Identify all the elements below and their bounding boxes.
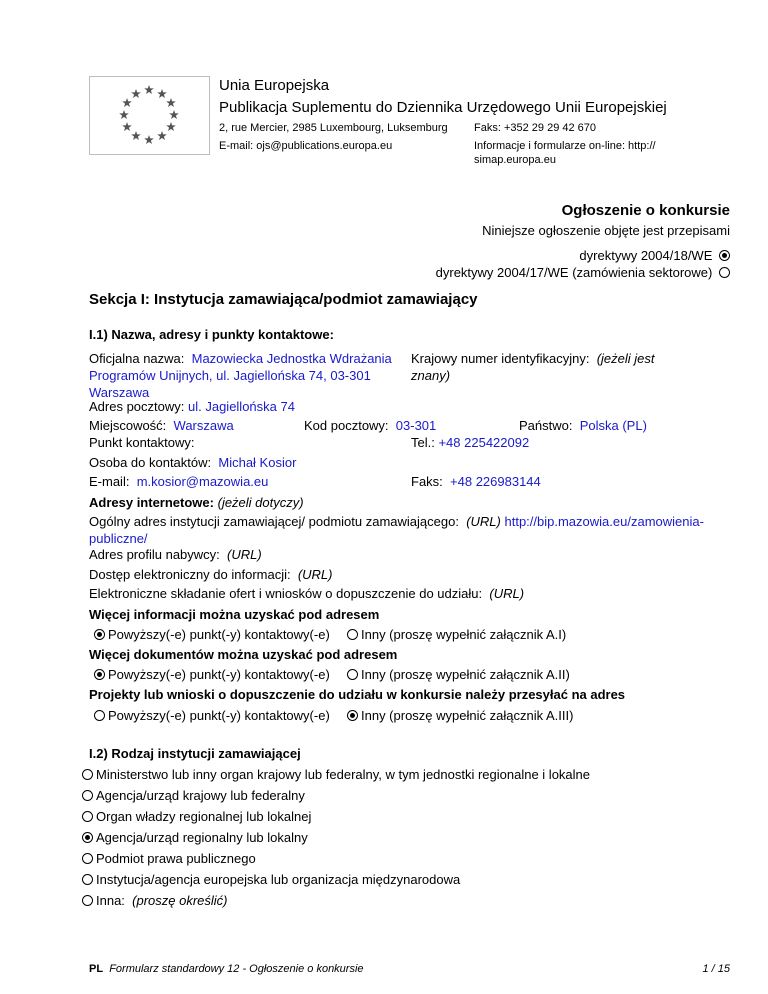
header-online: Informacje i formularze on-line: http:// simap.europa.eu — [474, 140, 656, 166]
authority-type-list — [82, 766, 590, 913]
authority-type-option[interactable]: Ministerstwo lub inny organ krajowy lub federalny, w tym jednostki regionalne i lokalne — [82, 766, 590, 787]
directive-option-1[interactable]: dyrektywy 2004/18/WE — [579, 247, 730, 264]
directive-1-radio[interactable] — [719, 250, 730, 261]
header-address: 2, rue Mercier, 2985 Luxembourg, Luksemburg — [219, 122, 448, 134]
authority-type-option[interactable]: Instytucja/agencja europejska lub organizacja międzynarodowa — [82, 871, 590, 892]
radio-icon[interactable] — [82, 790, 93, 801]
radio-icon[interactable] — [347, 669, 358, 680]
header-email: E-mail: ojs@publications.europa.eu — [219, 140, 393, 152]
national-id: Krajowy numer identyfikacyjny: (jeżeli jest znany) — [411, 351, 655, 383]
authority-type-option[interactable]: Organ władzy regionalnej lub lokalnej — [82, 808, 590, 829]
authority-type-option[interactable]: Podmiot prawa publicznego — [82, 850, 590, 871]
authority-type-option[interactable]: Agencja/urząd krajowy lub federalny — [82, 787, 590, 808]
radio-icon[interactable] — [94, 669, 105, 680]
country: Państwo: Polska (PL) — [519, 418, 647, 433]
email: E-mail: m.kosior@mazowia.eu — [89, 474, 269, 489]
city: Miejscowość: Warszawa — [89, 418, 234, 433]
section-1-1-title: I.1) Nazwa, adresy i punkty kontaktowe: — [89, 327, 334, 342]
radio-icon[interactable] — [82, 832, 93, 843]
notice-title: Ogłoszenie o konkursie — [561, 202, 730, 219]
section-title: Sekcja I: Instytucja zamawiająca/podmiot zamawiający — [89, 291, 478, 308]
more-docs-title: Więcej dokumentów można uzyskać pod adresem — [89, 647, 398, 662]
contact-point: Punkt kontaktowy: — [89, 435, 195, 450]
footer-page: 1 / 15 — [702, 963, 730, 975]
section-1-2-title: I.2) Rodzaj instytucji zamawiającej — [89, 746, 301, 761]
submit-title: Projekty lub wnioski o dopuszczenie do udziału w konkursie należy przesyłać na adres — [89, 687, 626, 702]
radio-icon[interactable] — [347, 629, 358, 640]
radio-icon[interactable] — [82, 769, 93, 780]
buyer-profile: Adres profilu nabywcy: (URL) — [89, 547, 262, 562]
submit-above-option[interactable]: Powyższy(-e) punkt(-y) kontaktowy(-e) — [94, 707, 330, 724]
radio-icon[interactable] — [94, 710, 105, 721]
general-address: Ogólny adres instytucji zamawiającej/ podmiotu zamawiającego: (URL) http://bip.mazowia.eu/zamowienia- publiczne/ — [89, 514, 704, 546]
more-info-above-option[interactable]: Powyższy(-e) punkt(-y) kontaktowy(-e) — [94, 626, 330, 643]
official-name: Oficjalna nazwa: Mazowiecka Jednostka Wdrażania Programów Unijnych, ul. Jagiellońska 74, 03-301 Warszawa — [89, 351, 392, 400]
radio-icon[interactable] — [82, 874, 93, 885]
electronic-access: Dostęp elektroniczny do informacji: (URL) — [89, 567, 333, 582]
header-org: Unia Europejska — [219, 77, 330, 94]
electronic-submission: Elektroniczne składanie ofert i wniosków o dopuszczenie do udziału: (URL) — [89, 586, 525, 601]
radio-icon[interactable] — [82, 811, 93, 822]
more-info-other-option[interactable]: Inny (proszę wypełnić załącznik A.I) — [347, 626, 566, 643]
directive-option-2[interactable]: dyrektywy 2004/17/WE (zamówienia sektorowe) — [436, 264, 730, 281]
internet-addresses-title: Adresy internetowe: (jeżeli dotyczy) — [89, 495, 304, 510]
general-address-link[interactable]: http://bip.mazowia.eu/zamowienia- — [504, 514, 704, 529]
telephone: Tel.: +48 225422092 — [411, 435, 530, 450]
notice-subtitle: Niniejsze ogłoszenie objęte jest przepisami — [482, 223, 730, 238]
submit-other-option[interactable]: Inny (proszę wypełnić załącznik A.III) — [347, 707, 573, 724]
contact-person: Osoba do kontaktów: Michał Kosior — [89, 455, 297, 470]
radio-icon[interactable] — [94, 629, 105, 640]
postal-address: Adres pocztowy: ul. Jagiellońska 74 — [89, 399, 295, 414]
directive-2-radio[interactable] — [719, 267, 730, 278]
authority-type-option[interactable]: Inna: (proszę określić) — [82, 892, 590, 913]
more-docs-above-option[interactable]: Powyższy(-e) punkt(-y) kontaktowy(-e) — [94, 666, 330, 683]
footer-form: PL Formularz standardowy 12 - Ogłoszenie o konkursie — [89, 963, 364, 975]
header-publication: Publikacja Suplementu do Dziennika Urzędowego Unii Europejskiej — [219, 99, 667, 116]
eu-stars-icon — [90, 77, 209, 154]
eu-flag-logo — [89, 76, 210, 155]
more-info-title: Więcej informacji można uzyskać pod adresem — [89, 607, 380, 622]
fax: Faks: +48 226983144 — [411, 474, 541, 489]
radio-icon[interactable] — [82, 895, 93, 906]
authority-type-option[interactable]: Agencja/urząd regionalny lub lokalny — [82, 829, 590, 850]
more-docs-other-option[interactable]: Inny (proszę wypełnić załącznik A.II) — [347, 666, 570, 683]
postcode: Kod pocztowy: 03-301 — [304, 418, 437, 433]
radio-icon[interactable] — [82, 853, 93, 864]
radio-icon[interactable] — [347, 710, 358, 721]
header-fax: Faks: +352 29 29 42 670 — [474, 122, 597, 134]
